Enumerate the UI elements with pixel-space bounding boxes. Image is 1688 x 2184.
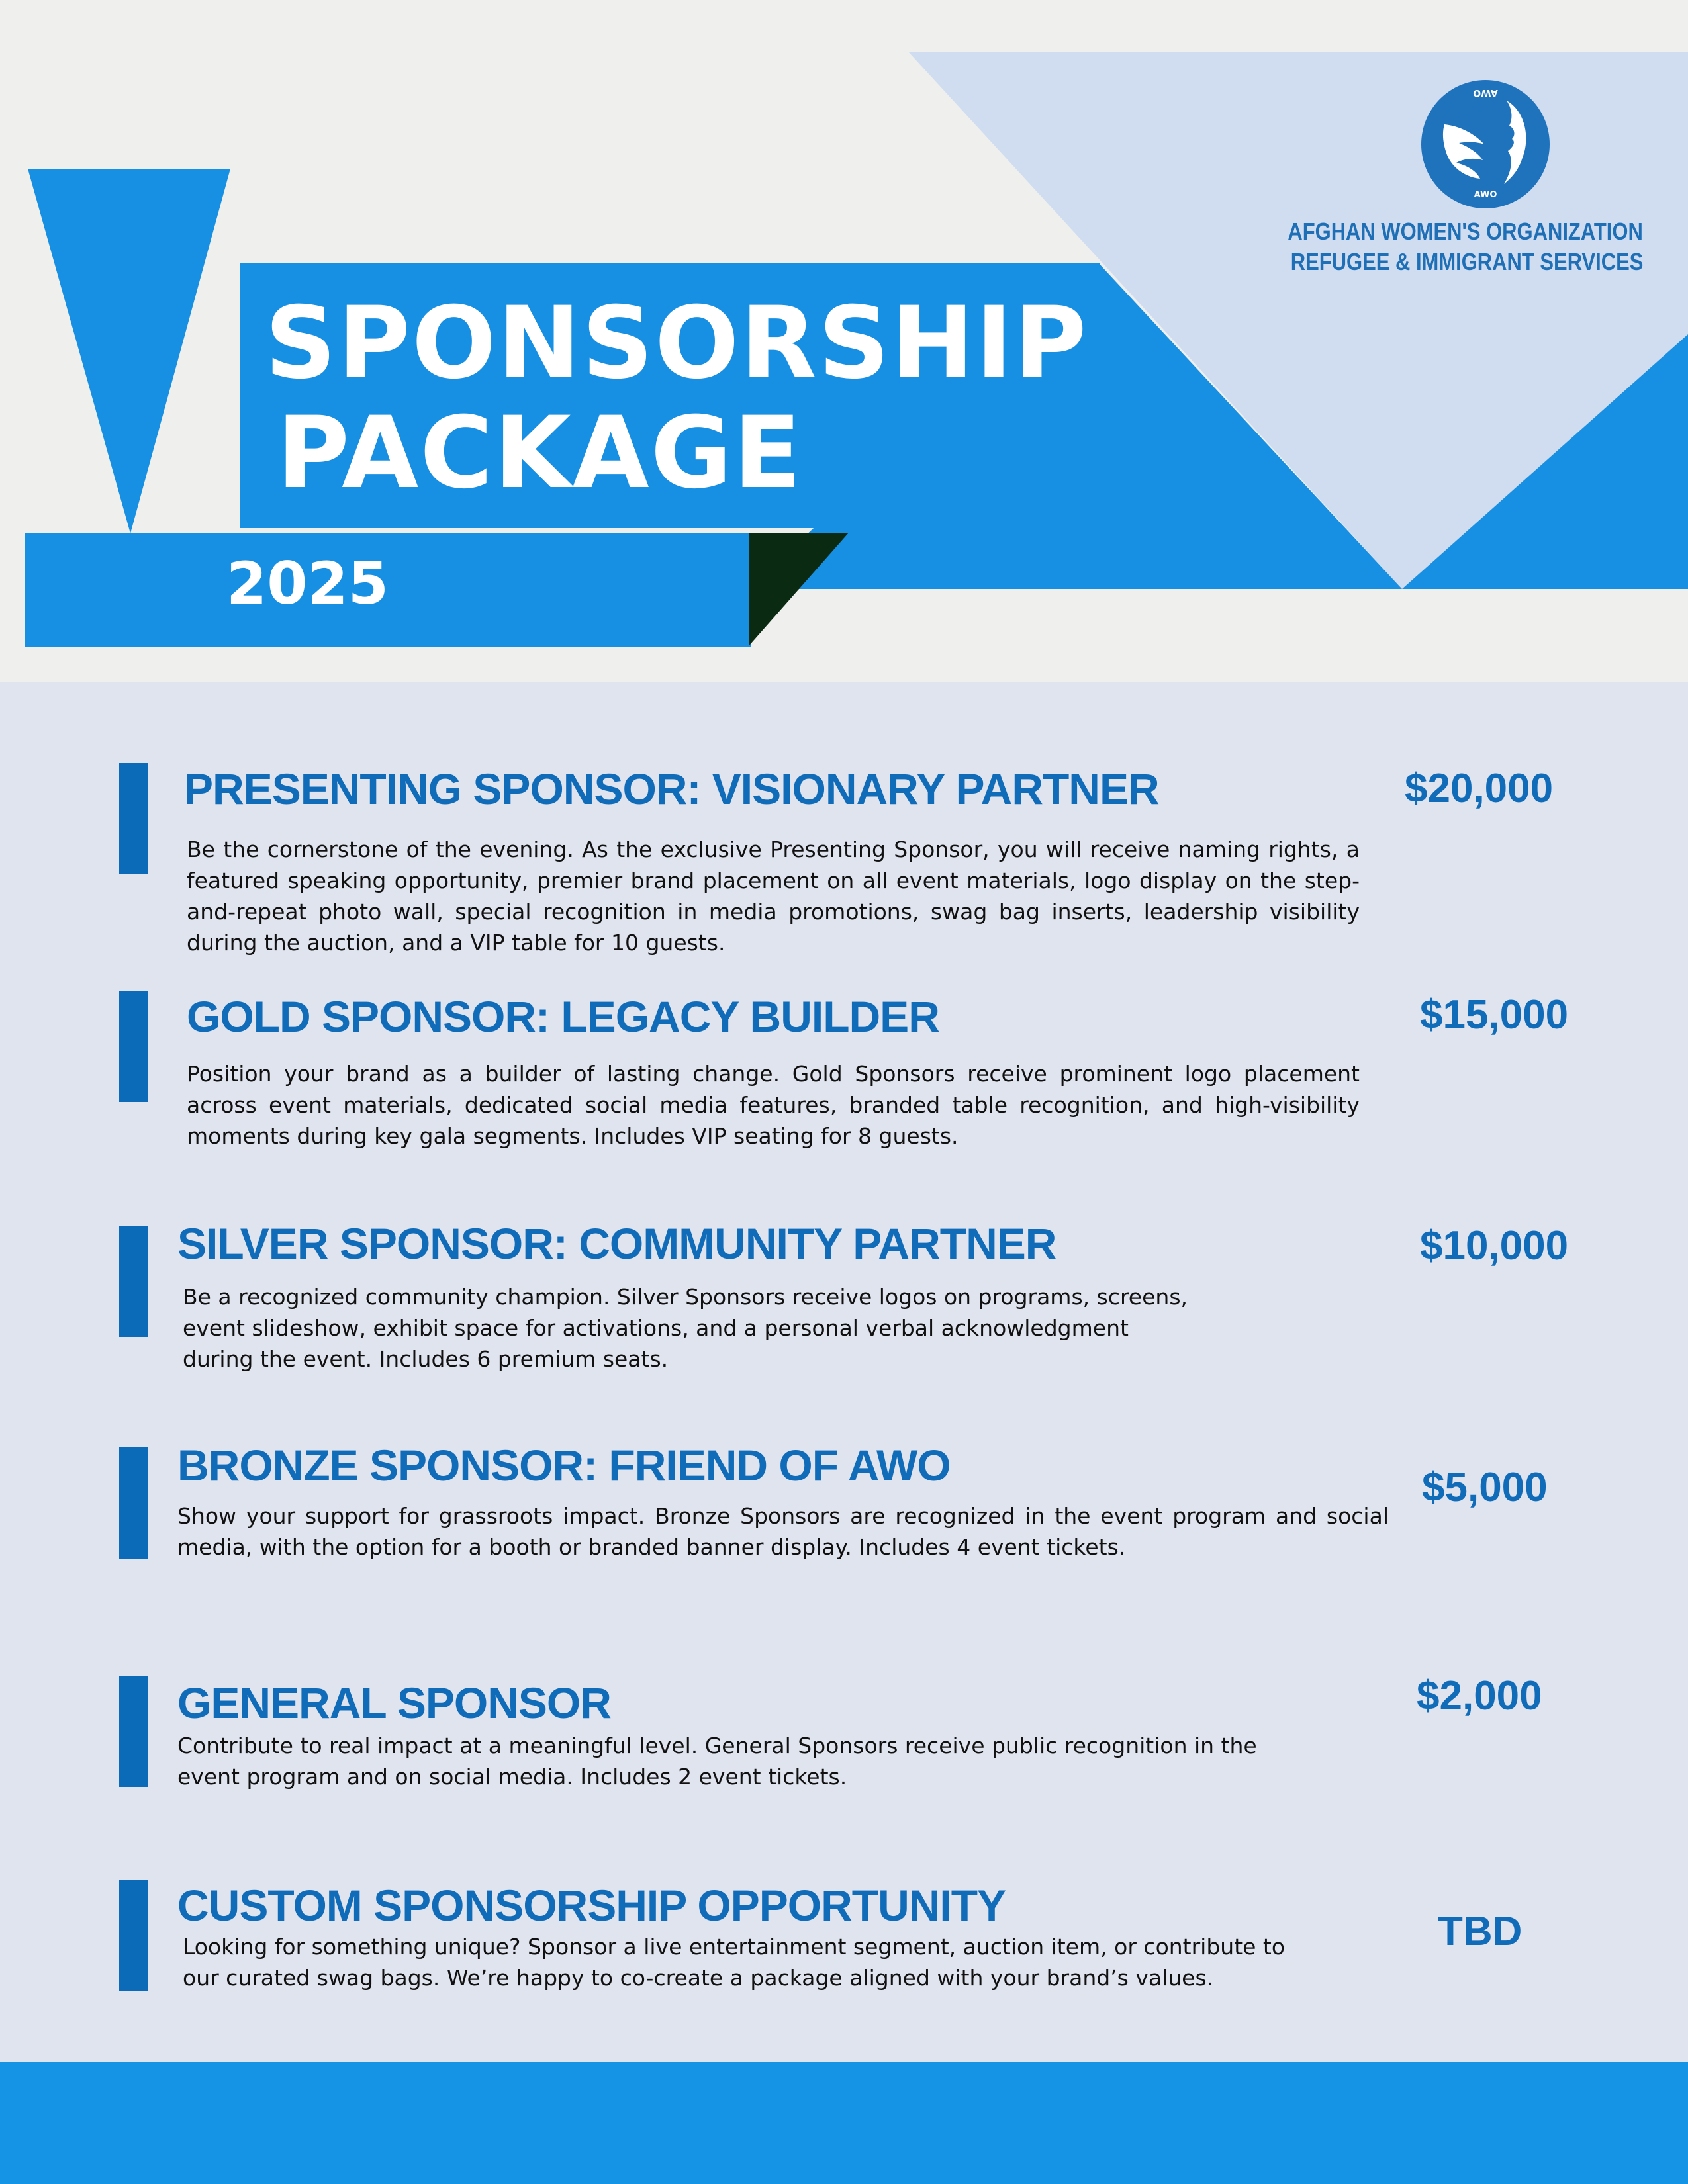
tier-description: Show your support for grassroots impact. Bronze Sponsors are recognized in the event program and social media, with the option for a booth or branded banner display. Includes 4 event tickets. [177,1503,1389,1560]
org-name-line-2: REFUGEE & IMMIGRANT SERVICES [1290,248,1643,275]
tiers-section [0,682,1688,2062]
tier-description-line: during the event. Includes 6 premium seats. [183,1346,669,1372]
org-logo [1419,78,1552,210]
tier-description [177,1730,1389,1792]
tier-accent-bar [119,1880,148,1991]
tier-title: BRONZE SPONSOR: FRIEND OF AWO [177,1441,951,1490]
tier-title: CUSTOM SPONSORSHIP OPPORTUNITY [177,1881,1006,1930]
tier-description: Be the cornerstone of the evening. As the exclusive Presenting Sponsor, you will receive naming rights, a featured speaking opportunity, premier brand placement on all event materials, logo display on the step-and-repeat photo wall, special recognition in media promotions, swag bag inserts, leadership visibility during the auction, and a VIP table for 10 guests. [187,837,1360,956]
title-line-2: PACKAGE [277,396,803,511]
tier-price: $15,000 [1420,992,1569,1038]
tier-price: TBD [1438,1909,1523,1954]
tier-accent-bar [119,763,148,874]
tier-title: GENERAL SPONSOR [177,1678,611,1727]
tier-description-line: Contribute to real impact at a meaningful level. General Sponsors receive public recognition in the [177,1733,1257,1758]
tier-price: $10,000 [1420,1223,1569,1269]
tier-description-line: event slideshow, exhibit space for activations, and a personal verbal acknowledgment [183,1315,1129,1341]
tier-accent-bar [119,991,148,1102]
tier-title: SILVER SPONSOR: COMMUNITY PARTNER [177,1219,1056,1268]
year-label: 2025 [226,549,389,617]
tier-description-line: Looking for something unique? Sponsor a live entertainment segment, auction item, or contribute to [183,1934,1286,1960]
tier-description-line: Be a recognized community champion. Silver Sponsors receive logos on programs, screens, [183,1284,1188,1310]
tier-price: $2,000 [1417,1673,1542,1719]
tier-accent-bar [119,1226,148,1337]
tier-accent-bar [119,1676,148,1787]
tier-accent-bar [119,1447,148,1559]
tier-description: Position your brand as a builder of lasting change. Gold Sponsors receive prominent logo placement across event materials, dedicated social media features, branded table recognition, and high-visibility moments during key gala segments. Includes VIP seating for 8 guests. [187,1061,1360,1149]
logo-emblem-icon [1419,78,1552,210]
tier-price: $20,000 [1405,766,1554,811]
svg-text:AWO: AWO [1474,190,1497,200]
tier-description-line: our curated swag bags. We’re happy to co-create a package aligned with your brand’s values. [183,1965,1214,1991]
org-name-line-1: AFGHAN WOMEN'S ORGANIZATION [1288,218,1643,245]
footer-band [0,2062,1688,2184]
title-line-1: SPONSORSHIP [265,286,1088,401]
tier-title: GOLD SPONSOR: LEGACY BUILDER [187,992,939,1041]
tier-description-line: event program and on social media. Includes 2 event tickets. [177,1764,847,1790]
tier-description [183,1931,1394,1993]
svg-text:AWO: AWO [1473,87,1498,98]
tier-title: PRESENTING SPONSOR: VISIONARY PARTNER [184,764,1159,813]
tier-description [183,1281,1374,1375]
tier-price: $5,000 [1422,1465,1548,1510]
